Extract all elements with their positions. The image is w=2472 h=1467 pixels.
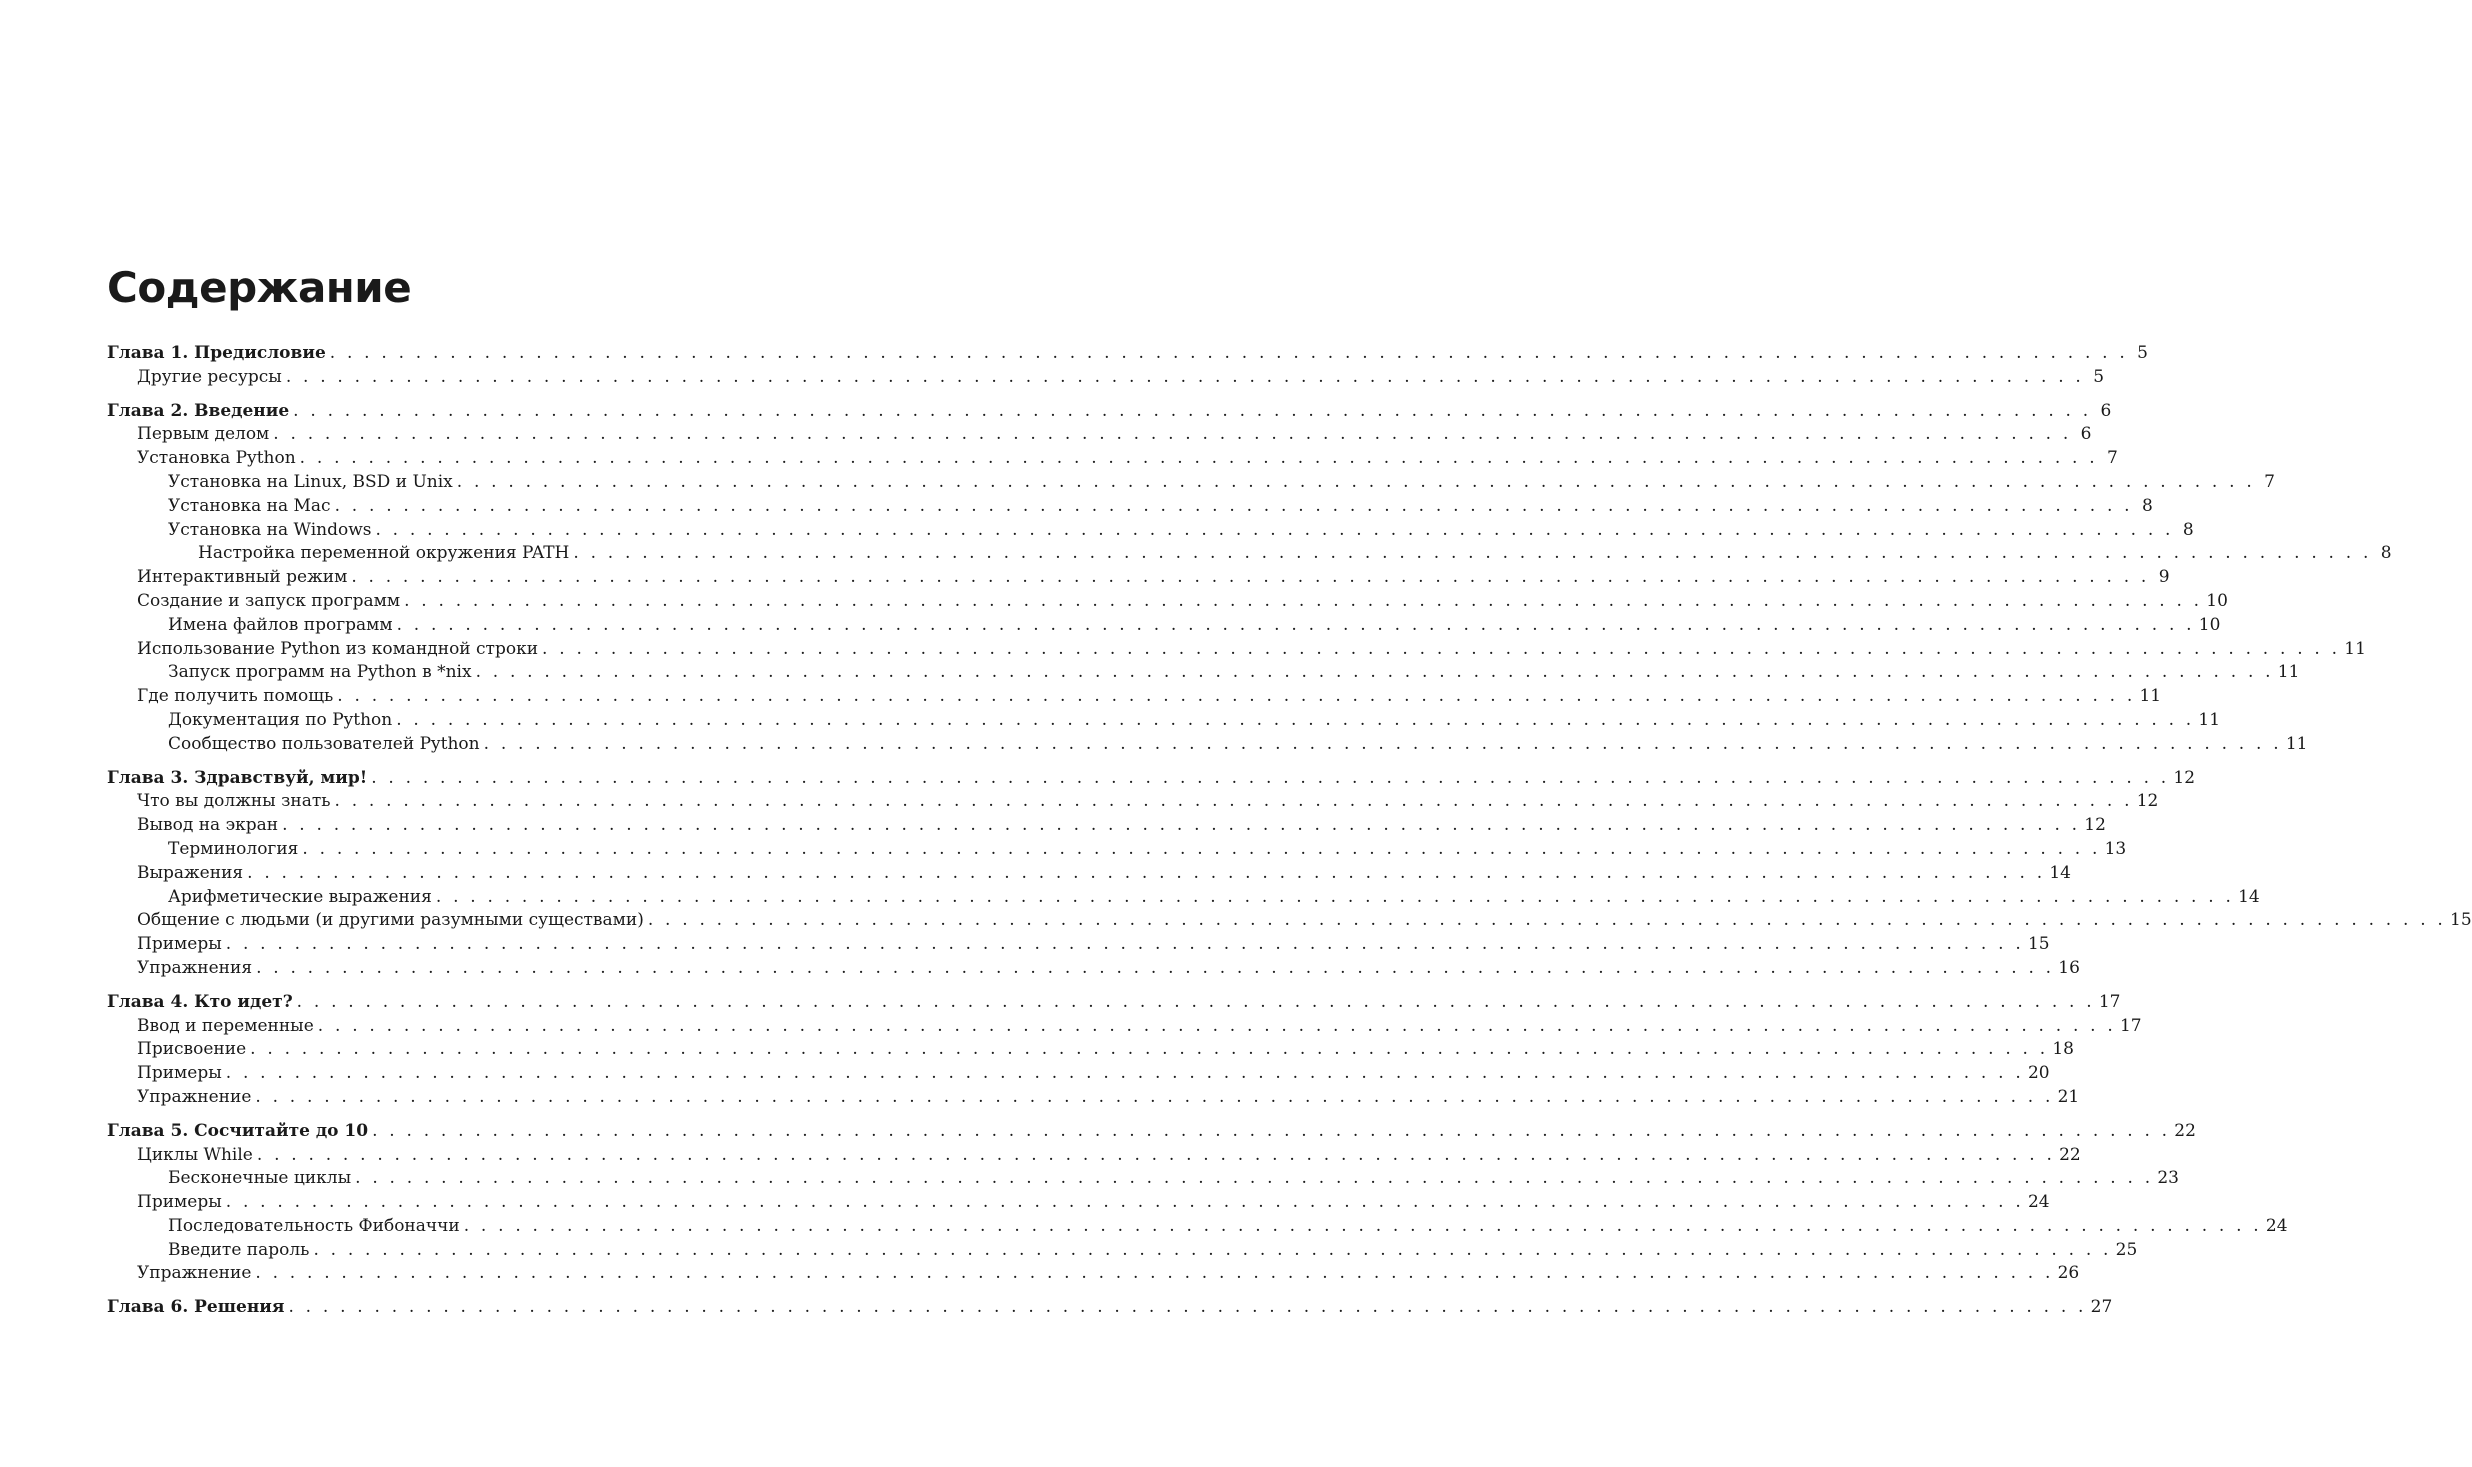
toc-dot-leader: . . . . . . . . . . . . . . . . . . . . . . . . . . . . . . . . . . . . . . . . . . . . . . . . . . . . . . . . . . . . . . . . . . . . . . . . . . . . . . . . . . . . . . . . . . . . . . . . . . . . . . . . . xyxy=(317,1015,2116,1036)
toc-chapter-group xyxy=(107,991,2142,1110)
toc-page-number: 11 xyxy=(2198,709,2221,730)
toc-page-number: 6 xyxy=(2100,400,2112,421)
toc-section-entry[interactable] xyxy=(107,366,2105,390)
toc-dot-leader: . . . . . . . . . . . . . . . . . . . . . . . . . . . . . . . . . . . . . . . . . . . . . . . . . . . . . . . . . . . . . . . . . . . . . . . . . . . . . . . . . . . . . . . . . . . . . . . . . . . . . . . . . xyxy=(573,543,2372,564)
toc-entry-title: Интерактивный режим xyxy=(137,567,348,588)
toc-entry-title: Ввод и переменные xyxy=(137,1015,314,1036)
toc-page-number: 24 xyxy=(2265,1215,2288,1236)
toc-dot-leader: . . . . . . . . . . . . . . . . . . . . . . . . . . . . . . . . . . . . . . . . . . . . . . . . . . . . . . . . . . . . . . . . . . . . . . . . . . . . . . . . . . . . . . . . . . . . . . . . . . . . . . . . . xyxy=(302,838,2101,859)
toc-dot-leader: . . . . . . . . . . . . . . . . . . . . . . . . . . . . . . . . . . . . . . . . . . . . . . . . . . . . . . . . . . . . . . . . . . . . . . . . . . . . . . . . . . . . . . . . . . . . . . . . . . . . . . . . . xyxy=(256,957,2055,978)
toc-section-entry[interactable] xyxy=(107,542,2392,566)
toc-dot-leader: . . . . . . . . . . . . . . . . . . . . . . . . . . . . . . . . . . . . . . . . . . . . . . . . . . . . . . . . . . . . . . . . . . . . . . . . . . . . . . . . . . . . . . . . . . . . . . . . . . . . . . . . . xyxy=(255,1263,2054,1284)
toc-dot-leader: . . . . . . . . . . . . . . . . . . . . . . . . . . . . . . . . . . . . . . . . . . . . . . . . . . . . . . . . . . . . . . . . . . . . . . . . . . . . . . . . . . . . . . . . . . . . . . . . . . . . . . . . . xyxy=(355,1168,2154,1189)
toc-entry-title: Бесконечные циклы xyxy=(168,1168,352,1189)
toc-dot-leader: . . . . . . . . . . . . . . . . . . . . . . . . . . . . . . . . . . . . . . . . . . . . . . . . . . . . . . . . . . . . . . . . . . . . . . . . . . . . . . . . . . . . . . . . . . . . . . . . . . . . . . . . . xyxy=(299,448,2098,469)
toc-page-number: 14 xyxy=(2049,862,2071,883)
toc-entry-title: Другие ресурсы xyxy=(137,366,282,387)
toc-dot-leader: . . . . . . . . . . . . . . . . . . . . . . . . . . . . . . . . . . . . . . . . . . . . . . . . . . . . . . . . . . . . . . . . . . . . . . . . . . . . . . . . . . . . . . . . . . . . . . . . . . . . . . . . . xyxy=(273,424,2072,445)
toc-entry-title: Установка Python xyxy=(137,448,296,469)
toc-dot-leader: . . . . . . . . . . . . . . . . . . . . . . . . . . . . . . . . . . . . . . . . . . . . . . . . . . . . . . . . . . . . . . . . . . . . . . . . . . . . . . . . . . . . . . . . . . . . . . . . . . . . . . . . . xyxy=(372,1120,2171,1141)
toc-section-entry[interactable] xyxy=(107,614,2221,638)
toc-chapter-group xyxy=(107,342,2148,390)
toc-dot-leader: . . . . . . . . . . . . . . . . . . . . . . . . . . . . . . . . . . . . . . . . . . . . . . . . . . . . . . . . . . . . . . . . . . . . . . . . . . . . . . . . . . . . . . . . . . . . . . . . . . . . . . . . . xyxy=(337,686,2136,707)
toc-entry-title: Последовательность Фибоначчи xyxy=(168,1215,460,1236)
toc-chapter-entry[interactable] xyxy=(107,1296,2113,1320)
toc-section-entry[interactable] xyxy=(107,1062,2050,1086)
toc-entry-title: Первым делом xyxy=(137,424,270,445)
toc-entry-title: Запуск программ на Python в *nix xyxy=(168,662,472,683)
toc-page-number: 5 xyxy=(2093,366,2105,387)
toc-entry-title: Примеры xyxy=(137,934,222,955)
toc-section-entry[interactable] xyxy=(107,886,2260,910)
toc-dot-leader: . . . . . . . . . . . . . . . . . . . . . . . . . . . . . . . . . . . . . . . . . . . . . . . . . . . . . . . . . . . . . . . . . . . . . . . . . . . . . . . . . . . . . . . . . . . . . . . . . . . . . . . . . xyxy=(396,709,2195,730)
toc-section-entry[interactable] xyxy=(107,1215,2288,1239)
toc-dot-leader: . . . . . . . . . . . . . . . . . . . . . . . . . . . . . . . . . . . . . . . . . . . . . . . . . . . . . . . . . . . . . . . . . . . . . . . . . . . . . . . . . . . . . . . . . . . . . . . . . . . . . . . . . xyxy=(296,991,2095,1012)
toc-section-entry[interactable] xyxy=(107,447,2118,471)
toc-page-number: 6 xyxy=(2080,424,2092,445)
toc-section-entry[interactable] xyxy=(107,471,2275,495)
toc-page-number: 23 xyxy=(2157,1168,2179,1189)
page-title: Содержание xyxy=(107,263,412,312)
toc-section-entry[interactable] xyxy=(107,685,2162,709)
toc-page-number: 12 xyxy=(2173,767,2196,788)
toc-page-number: 9 xyxy=(2158,567,2170,588)
toc-section-entry[interactable] xyxy=(107,1144,2081,1168)
toc-dot-leader: . . . . . . . . . . . . . . . . . . . . . . . . . . . . . . . . . . . . . . . . . . . . . . . . . . . . . . . . . . . . . . . . . . . . . . . . . . . . . . . . . . . . . . . . . . . . . . . . . . . . . . . . . xyxy=(404,590,2203,611)
toc-dot-leader: . . . . . . . . . . . . . . . . . . . . . . . . . . . . . . . . . . . . . . . . . . . . . . . . . . . . . . . . . . . . . . . . . . . . . . . . . . . . . . . . . . . . . . . . . . . . . . . . . . . . . . . . . xyxy=(375,519,2174,540)
toc-section-entry[interactable] xyxy=(107,1086,2080,1110)
toc-section-entry[interactable] xyxy=(107,790,2159,814)
toc-section-entry[interactable] xyxy=(107,1262,2080,1286)
toc-entry-title: Сообщество пользователей Python xyxy=(168,733,480,754)
toc-entry-title: Циклы While xyxy=(137,1144,253,1165)
toc-entry-title: Арифметические выражения xyxy=(168,886,432,907)
toc-entry-title: Глава 5. Сосчитайте до 10 xyxy=(107,1120,369,1141)
toc-page-number: 16 xyxy=(2058,957,2080,978)
toc-section-entry[interactable] xyxy=(107,709,2221,733)
toc-chapter-group xyxy=(107,1296,2113,1320)
toc-page-number: 11 xyxy=(2139,686,2162,707)
toc-chapter-group xyxy=(107,400,2392,757)
toc-dot-leader: . . . . . . . . . . . . . . . . . . . . . . . . . . . . . . . . . . . . . . . . . . . . . . . . . . . . . . . . . . . . . . . . . . . . . . . . . . . . . . . . . . . . . . . . . . . . . . . . . . . . . . . . . xyxy=(542,638,2341,659)
toc-page-number: 26 xyxy=(2057,1263,2080,1284)
toc-page-number: 15 xyxy=(2450,910,2472,931)
toc-page-number: 24 xyxy=(2027,1192,2050,1213)
toc-chapter-entry[interactable] xyxy=(107,1120,2196,1144)
toc-page-number: 8 xyxy=(2380,543,2392,564)
toc-entry-title: Введите пароль xyxy=(168,1239,310,1260)
toc-page-number: 7 xyxy=(2264,471,2275,492)
toc-dot-leader: . . . . . . . . . . . . . . . . . . . . . . . . . . . . . . . . . . . . . . . . . . . . . . . . . . . . . . . . . . . . . . . . . . . . . . . . . . . . . . . . . . . . . . . . . . . . . . . . . . . . . . . . . xyxy=(475,662,2274,683)
toc-section-entry[interactable] xyxy=(107,661,2300,685)
toc-entry-title: Создание и запуск программ xyxy=(137,590,401,611)
toc-entry-title: Использование Python из командной строки xyxy=(137,638,539,659)
toc-section-entry[interactable] xyxy=(107,733,2308,757)
toc-dot-leader: . . . . . . . . . . . . . . . . . . . . . . . . . . . . . . . . . . . . . . . . . . . . . . . . . . . . . . . . . . . . . . . . . . . . . . . . . . . . . . . . . . . . . . . . . . . . . . . . . . . . . . . . . xyxy=(371,767,2170,788)
toc-dot-leader: . . . . . . . . . . . . . . . . . . . . . . . . . . . . . . . . . . . . . . . . . . . . . . . . . . . . . . . . . . . . . . . . . . . . . . . . . . . . . . . . . . . . . . . . . . . . . . . . . . . . . . . . . xyxy=(329,343,2128,363)
toc-section-entry[interactable] xyxy=(107,1191,2050,1215)
toc-chapter-group xyxy=(107,1120,2288,1287)
toc-page-number: 14 xyxy=(2238,886,2260,907)
toc-page-number: 17 xyxy=(2098,991,2121,1012)
toc-page-number: 15 xyxy=(2027,934,2050,955)
toc-page-number: 7 xyxy=(2107,448,2118,469)
toc-page-number: 17 xyxy=(2119,1015,2142,1036)
toc-dot-leader: . . . . . . . . . . . . . . . . . . . . . . . . . . . . . . . . . . . . . . . . . . . . . . . . . . . . . . . . . . . . . . . . . . . . . . . . . . . . . . . . . . . . . . . . . . . . . . . . . . . . . . . . . xyxy=(225,1063,2024,1084)
toc-entry-title: Упражнение xyxy=(137,1263,252,1284)
toc-entry-title: Глава 2. Введение xyxy=(107,400,290,421)
toc-section-entry[interactable] xyxy=(107,909,2472,933)
toc-entry-title: Упражнение xyxy=(137,1086,252,1107)
toc-dot-leader: . . . . . . . . . . . . . . . . . . . . . . . . . . . . . . . . . . . . . . . . . . . . . . . . . . . . . . . . . . . . . . . . . . . . . . . . . . . . . . . . . . . . . . . . . . . . . . . . . . . . . . . . . xyxy=(256,1144,2056,1165)
toc-chapter-group xyxy=(107,767,2472,981)
toc-entry-title: Вывод на экран xyxy=(137,815,279,836)
toc-dot-leader: . . . . . . . . . . . . . . . . . . . . . . . . . . . . . . . . . . . . . . . . . . . . . . . . . . . . . . . . . . . . . . . . . . . . . . . . . . . . . . . . . . . . . . . . . . . . . . . . . . . . . . . . . xyxy=(282,815,2081,836)
toc-page-number: 11 xyxy=(2285,733,2308,754)
toc-dot-leader: . . . . . . . . . . . . . . . . . . . . . . . . . . . . . . . . . . . . . . . . . . . . . . . . . . . . . . . . . . . . . . . . . . . . . . . . . . . . . . . . . . . . . . . . . . . . . . . . . . . . . . . . . xyxy=(225,1192,2024,1213)
toc-section-entry[interactable] xyxy=(107,862,2071,886)
toc-page-number: 21 xyxy=(2057,1086,2080,1107)
toc-page-number: 11 xyxy=(2277,662,2300,683)
toc-entry-title: Глава 4. Кто идет? xyxy=(107,991,293,1012)
toc-dot-leader: . . . . . . . . . . . . . . . . . . . . . . . . . . . . . . . . . . . . . . . . . . . . . . . . . . . . . . . . . . . . . . . . . . . . . . . . . . . . . . . . . . . . . . . . . . . . . . . . . . . . . . . . . xyxy=(647,910,2447,931)
toc-page-number: 8 xyxy=(2141,495,2153,516)
toc-entry-title: Выражения xyxy=(137,862,244,883)
toc-page-number: 13 xyxy=(2104,838,2127,859)
toc-dot-leader: . . . . . . . . . . . . . . . . . . . . . . . . . . . . . . . . . . . . . . . . . . . . . . . . . . . . . . . . . . . . . . . . . . . . . . . . . . . . . . . . . . . . . . . . . . . . . . . . . . . . . . . . . xyxy=(225,934,2024,955)
toc-entry-title: Настройка переменной окружения PATH xyxy=(198,543,570,564)
toc-entry-title: Общение с людьми (и другими разумными существами) xyxy=(137,910,644,931)
toc-page-number: 27 xyxy=(2090,1297,2113,1318)
toc-page-number: 22 xyxy=(2059,1144,2081,1165)
toc-page-number: 20 xyxy=(2027,1063,2050,1084)
toc-dot-leader: . . . . . . . . . . . . . . . . . . . . . . . . . . . . . . . . . . . . . . . . . . . . . . . . . . . . . . . . . . . . . . . . . . . . . . . . . . . . . . . . . . . . . . . . . . . . . . . . . . . . . . . . . xyxy=(255,1086,2054,1107)
toc-chapter-entry[interactable] xyxy=(107,342,2148,366)
toc-dot-leader: . . . . . . . . . . . . . . . . . . . . . . . . . . . . . . . . . . . . . . . . . . . . . . . . . . . . . . . . . . . . . . . . . . . . . . . . . . . . . . . . . . . . . . . . . . . . . . . . . . . . . . . . . xyxy=(288,1297,2087,1318)
toc-section-entry[interactable] xyxy=(107,1239,2138,1263)
toc-section-entry[interactable] xyxy=(107,1167,2179,1191)
toc-section-entry[interactable] xyxy=(107,590,2228,614)
toc-entry-title: Установка на Linux, BSD и Unix xyxy=(168,471,453,492)
toc-dot-leader: . . . . . . . . . . . . . . . . . . . . . . . . . . . . . . . . . . . . . . . . . . . . . . . . . . . . . . . . . . . . . . . . . . . . . . . . . . . . . . . . . . . . . . . . . . . . . . . . . . . . . . . . . xyxy=(483,733,2282,754)
toc-entry-title: Имена файлов программ xyxy=(168,614,393,635)
toc-entry-title: Установка на Mac xyxy=(168,495,331,516)
toc-dot-leader: . . . . . . . . . . . . . . . . . . . . . . . . . . . . . . . . . . . . . . . . . . . . . . . . . . . . . . . . . . . . . . . . . . . . . . . . . . . . . . . . . . . . . . . . . . . . . . . . . . . . . . . . . xyxy=(334,495,2133,516)
toc-page-number: 11 xyxy=(2344,638,2366,659)
toc-chapter-entry[interactable] xyxy=(107,991,2121,1015)
toc-section-entry[interactable] xyxy=(107,1038,2074,1062)
toc-section-entry[interactable] xyxy=(107,933,2050,957)
toc-dot-leader: . . . . . . . . . . . . . . . . . . . . . . . . . . . . . . . . . . . . . . . . . . . . . . . . . . . . . . . . . . . . . . . . . . . . . . . . . . . . . . . . . . . . . . . . . . . . . . . . . . . . . . . . . xyxy=(396,614,2195,635)
toc-section-entry[interactable] xyxy=(107,957,2080,981)
toc-entry-title: Что вы должны знать xyxy=(137,791,331,812)
toc-page-number: 12 xyxy=(2084,815,2106,836)
toc-entry-title: Упражнения xyxy=(137,957,253,978)
toc-dot-leader: . . . . . . . . . . . . . . . . . . . . . . . . . . . . . . . . . . . . . . . . . . . . . . . . . . . . . . . . . . . . . . . . . . . . . . . . . . . . . . . . . . . . . . . . . . . . . . . . . . . . . . . . . xyxy=(285,366,2085,387)
toc-dot-leader: . . . . . . . . . . . . . . . . . . . . . . . . . . . . . . . . . . . . . . . . . . . . . . . . . . . . . . . . . . . . . . . . . . . . . . . . . . . . . . . . . . . . . . . . . . . . . . . . . . . . . . . . . xyxy=(435,886,2235,907)
toc-entry-title: Документация по Python xyxy=(168,709,393,730)
toc-section-entry[interactable] xyxy=(107,423,2092,447)
toc-dot-leader: . . . . . . . . . . . . . . . . . . . . . . . . . . . . . . . . . . . . . . . . . . . . . . . . . . . . . . . . . . . . . . . . . . . . . . . . . . . . . . . . . . . . . . . . . . . . . . . . . . . . . . . . . xyxy=(313,1239,2112,1260)
toc-dot-leader: . . . . . . . . . . . . . . . . . . . . . . . . . . . . . . . . . . . . . . . . . . . . . . . . . . . . . . . . . . . . . . . . . . . . . . . . . . . . . . . . . . . . . . . . . . . . . . . . . . . . . . . . . xyxy=(463,1215,2262,1236)
toc-dot-leader: . . . . . . . . . . . . . . . . . . . . . . . . . . . . . . . . . . . . . . . . . . . . . . . . . . . . . . . . . . . . . . . . . . . . . . . . . . . . . . . . . . . . . . . . . . . . . . . . . . . . . . . . . xyxy=(351,567,2150,588)
toc-entry-title: Глава 3. Здравствуй, мир! xyxy=(107,767,368,788)
toc-page-number: 22 xyxy=(2174,1120,2196,1141)
toc-entry-title: Глава 6. Решения xyxy=(107,1297,285,1318)
toc-section-entry[interactable] xyxy=(107,519,2194,543)
toc-section-entry[interactable] xyxy=(107,814,2106,838)
toc-section-entry[interactable] xyxy=(107,1015,2142,1039)
toc-chapter-entry[interactable] xyxy=(107,400,2112,424)
toc-entry-title: Терминология xyxy=(168,838,299,859)
toc-page-number: 10 xyxy=(2198,614,2221,635)
toc-entry-title: Установка на Windows xyxy=(168,519,372,540)
table-of-contents xyxy=(107,342,2472,1330)
toc-page-number: 8 xyxy=(2182,519,2194,540)
toc-entry-title: Присвоение xyxy=(137,1039,247,1060)
toc-chapter-entry[interactable] xyxy=(107,767,2196,791)
toc-section-entry[interactable] xyxy=(107,566,2170,590)
toc-page-number: 10 xyxy=(2206,590,2228,611)
toc-dot-leader: . . . . . . . . . . . . . . . . . . . . . . . . . . . . . . . . . . . . . . . . . . . . . . . . . . . . . . . . . . . . . . . . . . . . . . . . . . . . . . . . . . . . . . . . . . . . . . . . . . . . . . . . . xyxy=(334,791,2133,812)
toc-section-entry[interactable] xyxy=(107,838,2127,862)
toc-entry-title: Примеры xyxy=(137,1192,222,1213)
toc-entry-title: Где получить помощь xyxy=(137,686,334,707)
toc-dot-leader: . . . . . . . . . . . . . . . . . . . . . . . . . . . . . . . . . . . . . . . . . . . . . . . . . . . . . . . . . . . . . . . . . . . . . . . . . . . . . . . . . . . . . . . . . . . . . . . . . . . . . . . . . xyxy=(456,471,2255,492)
toc-page-number: 18 xyxy=(2052,1039,2074,1060)
toc-section-entry[interactable] xyxy=(107,495,2153,519)
toc-dot-leader: . . . . . . . . . . . . . . . . . . . . . . . . . . . . . . . . . . . . . . . . . . . . . . . . . . . . . . . . . . . . . . . . . . . . . . . . . . . . . . . . . . . . . . . . . . . . . . . . . . . . . . . . . xyxy=(247,862,2046,883)
toc-page-number: 25 xyxy=(2115,1239,2138,1260)
toc-section-entry[interactable] xyxy=(107,638,2366,662)
toc-entry-title: Примеры xyxy=(137,1063,222,1084)
toc-page-number: 5 xyxy=(2137,343,2148,363)
toc-page-number: 12 xyxy=(2136,791,2159,812)
toc-entry-title: Глава 1. Предисловие xyxy=(107,343,326,363)
toc-dot-leader: . . . . . . . . . . . . . . . . . . . . . . . . . . . . . . . . . . . . . . . . . . . . . . . . . . . . . . . . . . . . . . . . . . . . . . . . . . . . . . . . . . . . . . . . . . . . . . . . . . . . . . . . . xyxy=(293,400,2092,421)
toc-dot-leader: . . . . . . . . . . . . . . . . . . . . . . . . . . . . . . . . . . . . . . . . . . . . . . . . . . . . . . . . . . . . . . . . . . . . . . . . . . . . . . . . . . . . . . . . . . . . . . . . . . . . . . . . . xyxy=(250,1039,2049,1060)
